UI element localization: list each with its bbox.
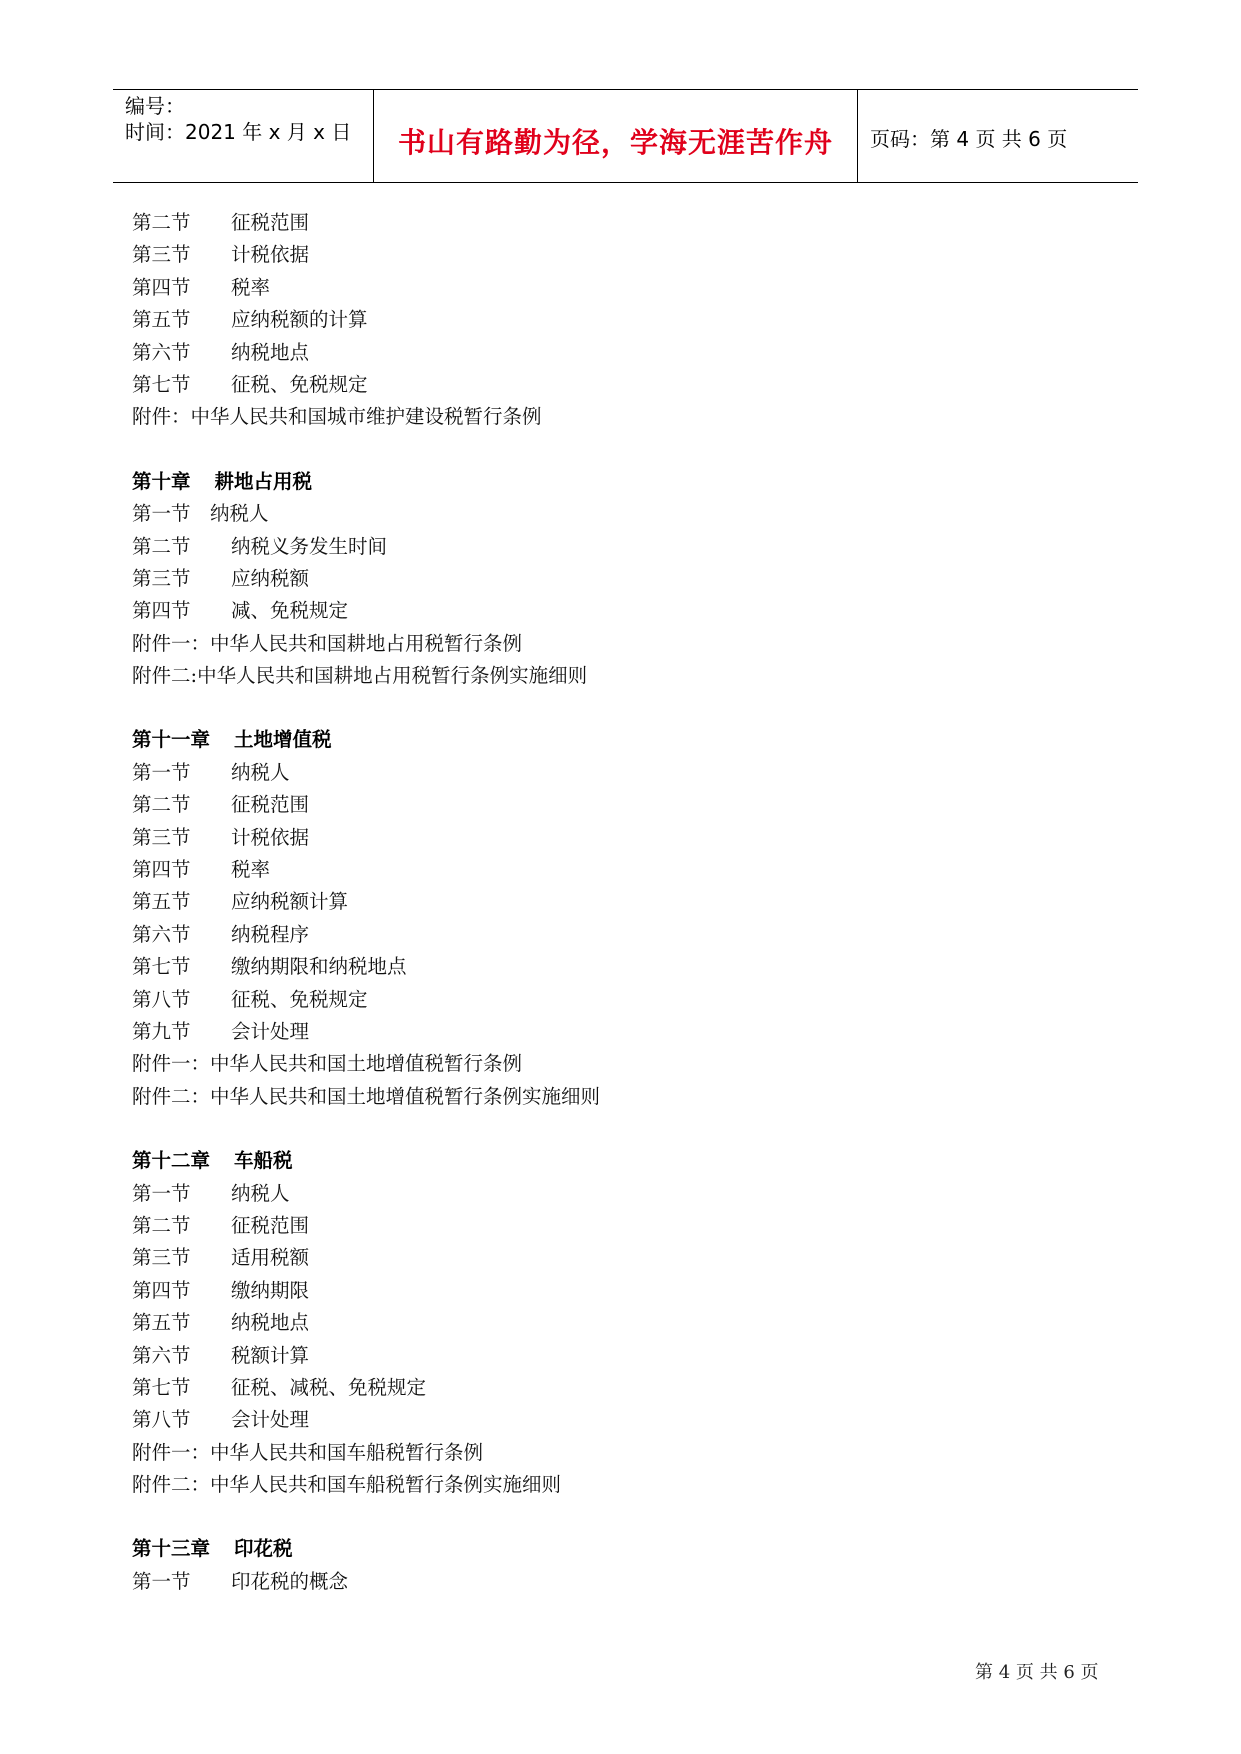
toc-appendix: 附件二:中华人民共和国耕地占用税暂行条例实施细则 [132, 664, 588, 688]
section-number: 第一节 [132, 1181, 191, 1205]
header-motto: 书山有路勤为径，学海无涯苦作舟 [397, 126, 833, 159]
section-title: 应纳税额的计算 [231, 308, 368, 332]
toc-entry [132, 1242, 1032, 1274]
header-meta-cell [113, 90, 373, 182]
section-number: 第五节 [132, 890, 191, 914]
section-number: 第六节 [132, 922, 191, 946]
chapter-heading [132, 1145, 1032, 1177]
toc-appendix: 附件：中华人民共和国城市维护建设税暂行条例 [132, 405, 542, 429]
section-number: 第九节 [132, 1019, 191, 1043]
toc-entry [132, 1016, 1032, 1048]
section-title: 计税依据 [231, 825, 310, 849]
section-title: 纳税人 [231, 760, 290, 784]
header-page-cell [858, 90, 1138, 182]
section-number: 第三节 [132, 243, 191, 267]
section-number: 第六节 [132, 340, 191, 364]
toc-entry [132, 1404, 1032, 1436]
section-number: 第二节 [132, 1213, 191, 1237]
section-title: 会计处理 [231, 1408, 310, 1432]
section-title: 计税依据 [231, 243, 310, 267]
section-number: 第二节 [132, 793, 191, 817]
section-title: 纳税地点 [231, 1311, 310, 1335]
chapter-title: 土地增值税 [234, 728, 332, 752]
section-title: 税率 [231, 858, 271, 882]
section-title: 征税范围 [231, 1213, 310, 1237]
section-number: 第一节 [132, 760, 191, 784]
section-number: 第四节 [132, 1278, 191, 1302]
section-title: 缴纳期限 [231, 1278, 310, 1302]
section-title: 纳税人 [231, 1181, 290, 1205]
toc-entry [132, 595, 1032, 627]
section-title: 应纳税额计算 [231, 890, 349, 914]
chapter-number: 第十三章 [132, 1537, 211, 1561]
section-title: 税额计算 [231, 1343, 310, 1367]
section-title: 印花税的概念 [231, 1569, 349, 1593]
table-of-contents [132, 207, 1032, 1598]
toc-entry [132, 1307, 1032, 1339]
section-number: 第四节 [132, 599, 191, 623]
chapter-number: 第十章 [132, 469, 191, 493]
section-title: 税率 [231, 275, 271, 299]
section-title: 会计处理 [231, 1019, 310, 1043]
header-page-code: 页码：第 4 页 共 6 页 [870, 127, 1068, 151]
toc-entry [132, 239, 1032, 271]
section-title: 征税范围 [231, 793, 310, 817]
chapter-title: 耕地占用税 [214, 469, 313, 493]
toc-entry [132, 207, 1032, 239]
chapter-heading [132, 1533, 1032, 1565]
toc-entry [132, 1340, 1032, 1372]
toc-entry [132, 531, 1032, 563]
section-number: 第三节 [132, 825, 191, 849]
toc-entry [132, 563, 1032, 595]
chapter-heading [132, 466, 1032, 498]
header-motto-cell [373, 90, 858, 182]
section-title: 征税、免税规定 [231, 987, 368, 1011]
chapter-heading [132, 724, 1032, 756]
section-title: 减、免税规定 [231, 599, 349, 623]
chapter-number: 第十一章 [132, 728, 211, 752]
section-number: 第二节 [132, 211, 191, 234]
section-number: 第七节 [132, 955, 191, 979]
section-number: 第七节 [132, 1375, 191, 1399]
toc-entry [132, 822, 1032, 854]
chapter-title: 车船税 [234, 1149, 293, 1173]
toc-entry [132, 854, 1032, 886]
page-footer: 第 4 页 共 6 页 [975, 1662, 1099, 1683]
toc-entry [132, 886, 1032, 918]
document-number: 编号： [125, 94, 185, 118]
toc-entry [132, 1275, 1032, 1307]
page-header [113, 89, 1138, 183]
section-number: 第一节 [132, 1569, 191, 1593]
section-number: 第四节 [132, 275, 191, 299]
toc-appendix: 附件一：中华人民共和国车船税暂行条例 [132, 1440, 484, 1464]
toc-entry [132, 1210, 1032, 1242]
section-title: 应纳税额 [231, 566, 310, 590]
toc-entry: 第一节 纳税人 [132, 502, 269, 526]
section-number: 第五节 [132, 1311, 191, 1335]
spacer [132, 1501, 1032, 1533]
section-title: 缴纳期限和纳税地点 [231, 955, 407, 979]
spacer [132, 692, 1032, 724]
toc-entry [132, 272, 1032, 304]
section-number: 第三节 [132, 566, 191, 590]
section-number: 第七节 [132, 372, 191, 396]
toc-entry [132, 789, 1032, 821]
section-number: 第二节 [132, 534, 191, 558]
document-date: 时间：2021 年 x 月 x 日 [125, 120, 352, 144]
section-title: 纳税义务发生时间 [231, 534, 388, 558]
toc-entry [132, 757, 1032, 789]
chapter-number: 第十二章 [132, 1149, 211, 1173]
toc-entry [132, 369, 1032, 401]
section-title: 征税、免税规定 [231, 372, 368, 396]
toc-entry [132, 919, 1032, 951]
toc-entry [132, 1372, 1032, 1404]
section-number: 第六节 [132, 1343, 191, 1367]
chapter-title: 印花税 [234, 1537, 293, 1561]
toc-entry [132, 1566, 1032, 1598]
section-title: 纳税地点 [231, 340, 310, 364]
toc-entry [132, 304, 1032, 336]
section-number: 第三节 [132, 1246, 191, 1270]
section-title: 征税范围 [231, 211, 310, 234]
spacer [132, 1113, 1032, 1145]
spacer [132, 434, 1032, 466]
toc-entry [132, 951, 1032, 983]
toc-appendix: 附件二：中华人民共和国土地增值税暂行条例实施细则 [132, 1084, 601, 1108]
section-number: 第八节 [132, 1408, 191, 1432]
toc-appendix: 附件一：中华人民共和国耕地占用税暂行条例 [132, 631, 523, 655]
section-number: 第五节 [132, 308, 191, 332]
section-number: 第四节 [132, 858, 191, 882]
toc-entry [132, 1178, 1032, 1210]
section-title: 适用税额 [231, 1246, 310, 1270]
toc-appendix: 附件二：中华人民共和国车船税暂行条例实施细则 [132, 1473, 562, 1497]
toc-entry [132, 984, 1032, 1016]
section-number: 第八节 [132, 987, 191, 1011]
toc-appendix: 附件一：中华人民共和国土地增值税暂行条例 [132, 1052, 523, 1076]
section-title: 征税、减税、免税规定 [231, 1375, 427, 1399]
toc-entry [132, 337, 1032, 369]
section-title: 纳税程序 [231, 922, 310, 946]
